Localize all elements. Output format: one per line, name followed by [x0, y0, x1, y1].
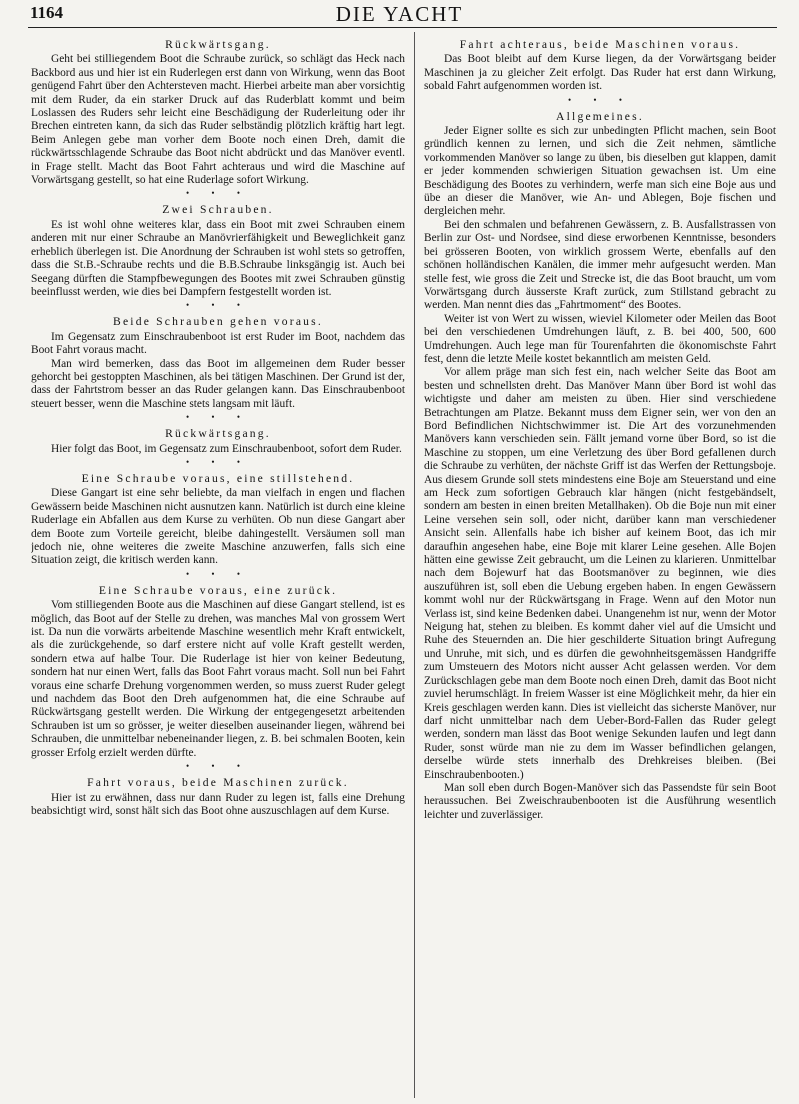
section-heading: Allgemeines.: [556, 109, 644, 123]
left-column: [31, 33, 405, 1100]
section-heading: Eine Schraube voraus, eine stillstehend.: [81, 471, 355, 485]
body-paragraph: Hier folgt das Boot, im Gegensatz zum Einschraubenboot, sofort dem Ruder.: [51, 442, 402, 455]
body-paragraph: Es ist wohl ohne weiteres klar, dass ein Boot mit zwei Schrauben einem anderen mit nur einer Schraube an Manövrierfähigkeit und Beweglichkeit ganz erheblich überlegen ist. Die Anordnung der Schrauben ist wohl stets so getroffen, dass die St.B.-Schraube rechts und die B.B.Schraube linksgängig ist. Auch bei Seegang dürften die Stampfbewegungen des Bootes mit zwei Schrauben günstig beeinflusst werden, wie dies bei Dampfern festgestellt worden ist.: [31, 218, 405, 298]
header-rule: [28, 27, 777, 28]
section-separator: • • •: [186, 568, 250, 579]
body-paragraph: Bei den schmalen und befahrenen Gewässern, z. B. Ausfallstrassen von Berlin zur Ost- und Nordsee, sind diese erworbenen Kenntnisse, besonders bei grösseren Booten, von wirklich grossem Werte, ebenfalls auf den schönen holländischen Kanälen, die immer mehr aufgesucht werden. Man stelle fest, wie gross die Zeit und Strecke ist, die das Boot braucht, um vom Vorwärtsgang durch äusserste Kraft zurück, zum Stillstand gebracht zu werden. Man nennt dies das „Fahrtmoment“ des Bootes.: [424, 218, 776, 312]
column-divider: [414, 32, 415, 1098]
section-separator: • • •: [568, 94, 632, 105]
section-separator: • • •: [186, 456, 250, 467]
body-paragraph: Vor allem präge man sich fest ein, nach welcher Seite das Boot am besten und schnellsten dreht. Das Manöver Mann über Bord ist wohl das wichtigste und daher am meisten zu üben. Hier sind verschiedene Betrachtungen am Platze. Bekannt muss dem Eigner sein, wer von den an Bord Befindlichen Nichtschwimmer ist. Die Art des vorzunehmenden Manövers kann verschieden sein. Fällt jemand vorne über Bord, so ist die Maschine zu stoppen, um eine Verletzung des über Bord gefallenen durch die Schraube zu verhüten, der nächste Griff ist das Werfen der Rettungsboje. Aus diesem Grunde soll stets mindestens eine Boje am Steuerstand und eine am Heck zum sofortigen Gebrauch klar hängen (nicht festgebändselt, sondern am besten in einen breiten Metallhaken). Ob die Boje nun mit einer Leine versehen sein soll, oder nicht, darüber kann man verschiedener Ansicht sein. Allenfalls habe ich bisher auf keinem Boot, das ich mir daraufhin angesehen habe, eine Boje mit klarer Leine gesehen. Alle Bojen hätten eine gewisse Zeit gebraucht, um die Leinen zu klarieren. Unmittelbar nach dem Bojewurf hat das Bootsmanöver zu beginnen, wie dies auszuführen ist, soll eben die Uebung ergeben haben. In engen Gewässern kommt wohl nur der Rückwärtsgang in Frage. Wenn auf den Motor nun Verlass ist, sind keine Bedenken dabei. Unangenehm ist nur, wenn der Motor Neigung hat, stehen zu bleiben. Es kommt daher viel auf die Umsicht und Ruhe des Steuernden an. Die hier geschilderte Situation bringt Aufregung und Unruhe, mit sich, und es dürfen die gewohnheitsgemässen Handgriffe zum Umsteuern des Motors nicht ausser Acht gelassen werden. Vor dem Zurückschlagen gebe man dem Boote noch einen Dreh, damit das Boot nicht zuviel herumschlägt. In freiem Wasser ist eine Möglichkeit mehr, da hier ein Kreis geschlagen werden kann. Dies ist vielleicht das sicherste Manöver, nur darf nicht unmittelbar nach dem Ueber-Bord-Fallen das Ruder gelegt werden, sondern man lässt das Boot wenige Sekunden laufen und legt dann Ruder, sonst würde man nie zu dem im Wasser befindlichen gelangen, derselbe würde stets innerhalb des Drehkreises bleiben. (Bei Einschraubenbooten.): [424, 366, 776, 781]
section-heading: Fahrt achteraus, beide Maschinen voraus.: [459, 38, 741, 51]
section-separator: • • •: [186, 412, 250, 423]
section-heading: Zwei Schrauben.: [162, 203, 274, 217]
section-heading: Eine Schraube voraus, eine zurück.: [98, 583, 338, 597]
body-paragraph: Das Boot bleibt auf dem Kurse liegen, da der Vorwärtsgang beider Maschinen ja zu gleicher Zeit erfolgt. Das Ruder hat erst dann Wirkung, sobald Fahrt aufgenommen worden ist.: [424, 53, 776, 93]
body-paragraph: Weiter ist von Wert zu wissen, wieviel Kilometer oder Meilen das Boot bei den verschiedenen Umdrehungen läuft, z. B. bei 400, 500, 600 Umdrehungen. Auch lege man für Tourenfahrten die ökonomischste Fahrt fest, denn die letzte Meile kostet bekanntlich am meisten Geld.: [424, 312, 776, 365]
section-heading: Rückwärtsgang.: [165, 38, 271, 51]
section-separator: • • •: [186, 761, 250, 772]
section-separator: • • •: [186, 188, 250, 199]
section-heading: Beide Schrauben gehen voraus.: [113, 315, 323, 329]
section-heading: Rückwärtsgang.: [165, 427, 271, 441]
body-paragraph: Man soll eben durch Bogen-Manöver sich das Passendste für sein Boot heraussuchen. Bei Zweischraubenbooten ist die Ausführung wesentlich leichter und zuverlässiger.: [424, 781, 776, 821]
section-separator: • • •: [186, 300, 250, 311]
body-paragraph: Jeder Eigner sollte es sich zur unbedingten Pflicht machen, sein Boot gründlich kennen zu lernen, und sich die Zeit nehmen, sämtliche vorkommenden Manöver so lange zu üben, bis dieselben gut klappen, damit er jeder kommenden schwierigen Situation gewachsen ist. Um eine Beschädigung des Bootes zu verhindern, werfe man sich eine Boje aus und übe an dieser die Manöver, wie An- und Ablegen, Boje fischen und dergleichen mehr.: [424, 125, 776, 218]
body-paragraph: Geht bei stilliegendem Boot die Schraube zurück, so schlägt das Heck nach Backbord aus und hier ist ein Ruderlegen erst dann von Wirkung, wenn das Boot genügend Fahrt über den Achtersteven macht. Hierbei arbeite man aber vorsichtig mit dem Ruder, da ein starker Druck auf das Ruderblatt kommt und beim Loslassen des Ruders sehr leicht eine Beschädigung der Ruderleitung oder ihr Brechen eintreten kann, da sich das Ruder selbständig plötzlich kräftig hart legt. Beim Anlegen gebe man vorher dem Boote noch einen Dreh, damit die rückwärtsschlagende Schraube das Boot nicht abdrückt und das Manöver eventl. in Frage stellt. Macht das Boot Fahrt achteraus und wird die Maschine auf Vorwärtsgang gestellt, so hat eine Ruderlage sofort Wirkung.: [31, 53, 405, 187]
body-paragraph: Vom stilliegenden Boote aus die Maschinen auf diese Gangart stellend, ist es möglich, das Boot auf der Stelle zu drehen, was manches Mal von grossem Wert ist. Da nun die vorwärts arbeitende Maschine wesentlich mehr Kraft entwickelt, als die zurückgehende, so darf erstere nicht auf volle Kraft gestellt werden, sondern etwa auf halbe Tour. Die Ruderlage ist hier von keiner Bedeutung, sondern hat nur einen Wert, falls das Boot Fahrt voraus macht. Soll nun bei Fahrt voraus eine scharfe Drehung vorgenommen werden, so muss zuerst Ruder gelegt und nachdem das Boot den Dreh aufgenommen hat, die eine Schraube auf Rückwärtsgang gestellt werden. Die Wirkung der entgegengesetzt arbeitenden Schrauben ist um so grösser, je weiter dieselben auseinander liegen, während bei Schrauben, die unmittelbar nebeneinander liegen, z. B. bei schmalen Booten, kein grosser Erfolg erzielt werden dürfte.: [31, 599, 405, 759]
page-number: 1164: [30, 3, 64, 22]
body-paragraph: Diese Gangart ist eine sehr beliebte, da man vielfach in engen und flachen Gewässern beide Maschinen nicht ausnutzen kann. Natürlich ist durch eine kleine Ruderlage ein Abfallen aus dem Kurse zu verhüten. Ob nun diese Gangart aber dem Boote zum Vorteile gereicht, bleibe dahingestellt. Versäumen soll man jedoch nie, ohne weiteres die zweite Maschine anzuwerfen, falls sich eine Situation zeigt, die kritisch werden kann.: [31, 487, 405, 567]
body-paragraph: Im Gegensatz zum Einschraubenboot ist erst Ruder im Boot, nachdem das Boot Fahrt voraus macht.: [31, 330, 405, 357]
section-heading: Fahrt voraus, beide Maschinen zurück.: [87, 776, 349, 790]
body-paragraph: Man wird bemerken, dass das Boot im allgemeinen dem Ruder besser gehorcht bei gestoppten Maschinen, als bei tätigen Maschinen. Der Grund ist der, dass der Fahrtstrom besser an das Ruder gelangen kann. Das Einschraubenboot steuert besser, wenn die Maschine stets langsam mit läuft.: [31, 357, 405, 410]
right-column: [424, 33, 776, 1100]
body-paragraph: Hier ist zu erwähnen, dass nur dann Ruder zu legen ist, falls eine Drehung beabsichtigt wird, sonst hält sich das Boot ohne auszuschlagen auf dem Kurse.: [31, 791, 405, 817]
journal-title: DIE YACHT: [335, 2, 464, 26]
